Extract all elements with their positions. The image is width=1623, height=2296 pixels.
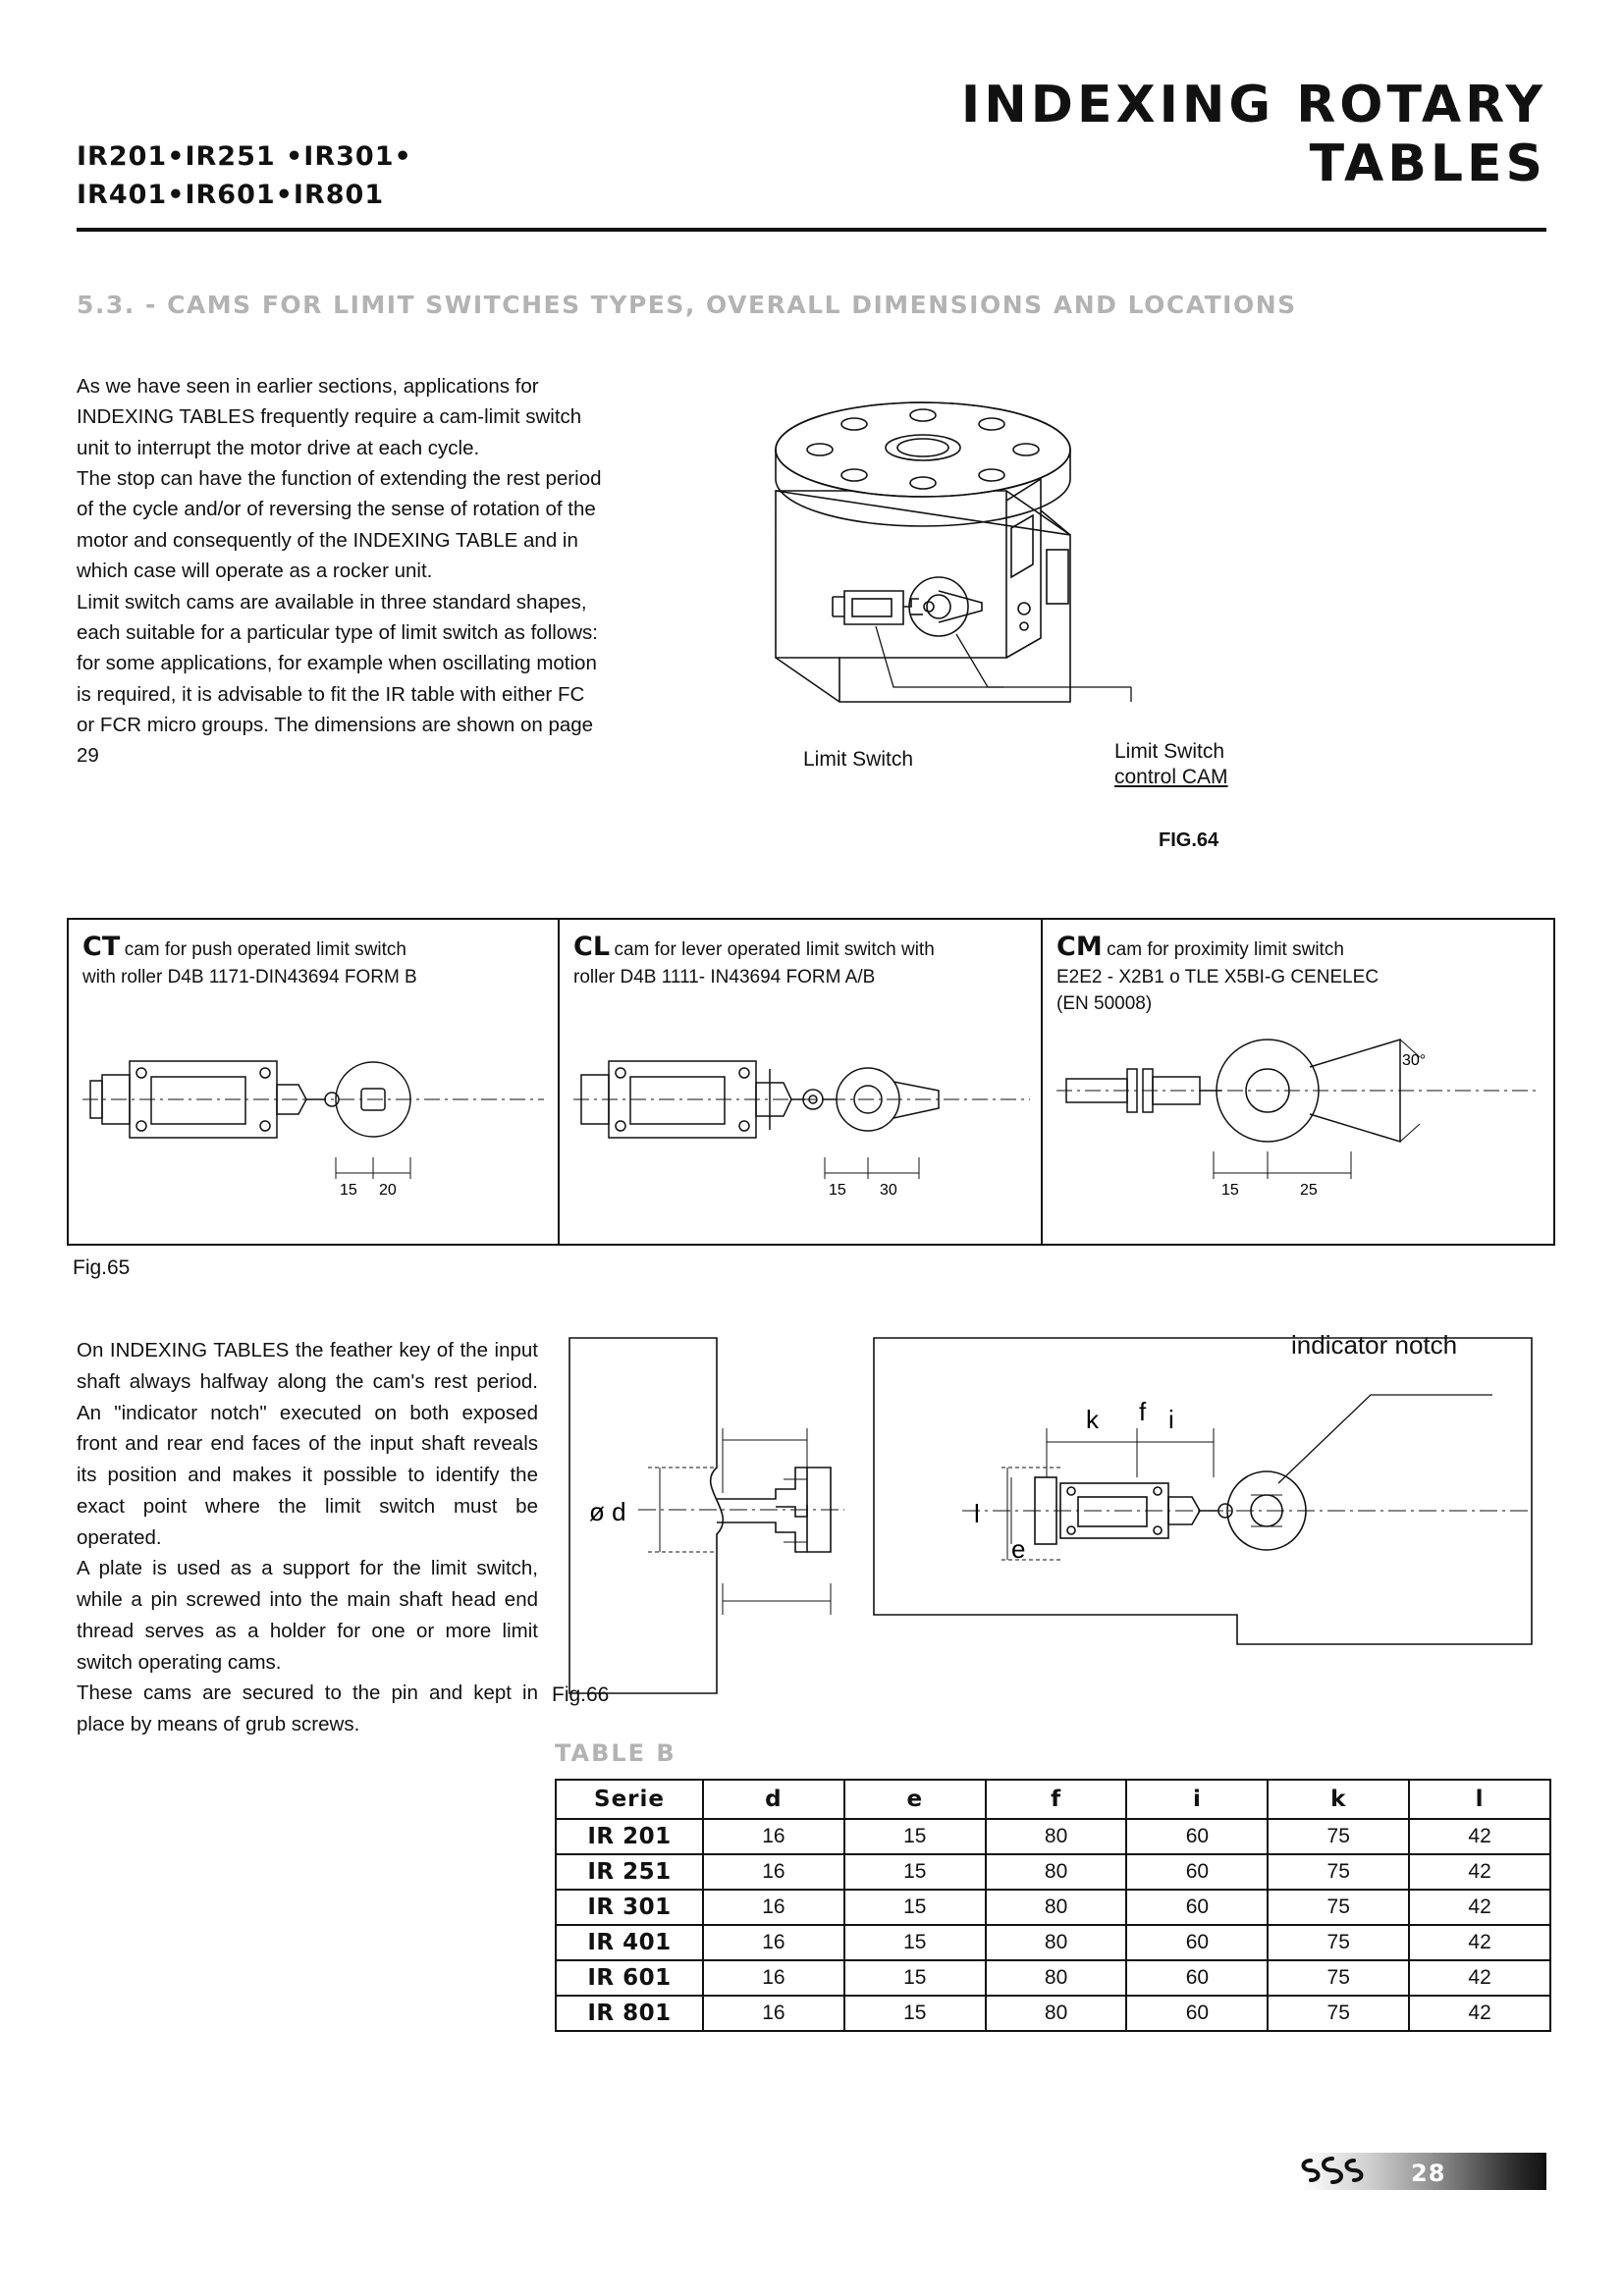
cam-cl-dim1: 15 bbox=[829, 1182, 846, 1199]
cam-ct-desc2: with roller D4B 1171-DIN43694 FORM B bbox=[82, 966, 417, 988]
cam-cm-drawing bbox=[1056, 1026, 1538, 1198]
cam-cl-desc: cam for lever operated limit switch with bbox=[614, 939, 935, 960]
table-b-cell: 60 bbox=[1126, 1890, 1268, 1925]
table-b-cell: 60 bbox=[1126, 1960, 1268, 1996]
table-b-cell: 42 bbox=[1409, 1925, 1550, 1960]
cam-cl-desc2: roller D4B 1111- IN43694 FORM A/B bbox=[573, 966, 876, 988]
table-b-cell: 16 bbox=[703, 1960, 844, 1996]
fig64-caption: FIG.64 bbox=[1159, 829, 1219, 851]
table-row bbox=[556, 1819, 1550, 1854]
table-b-cell: 16 bbox=[703, 1925, 844, 1960]
cam-ct-drawing bbox=[82, 1030, 544, 1221]
fig64-label-limit-switch-cam bbox=[1114, 739, 1228, 791]
table-b-cell: IR 251 bbox=[556, 1854, 703, 1890]
fig64-label-limit-switch: Limit Switch bbox=[803, 748, 914, 771]
table-b-cell: 15 bbox=[844, 1854, 986, 1890]
table-row bbox=[556, 1996, 1550, 2031]
table-b-cell: 42 bbox=[1409, 1996, 1550, 2031]
table-b-cell: 75 bbox=[1268, 1925, 1409, 1960]
table-b-cell: 15 bbox=[844, 1960, 986, 1996]
table-row bbox=[556, 1925, 1550, 1960]
cam-ct-desc: cam for push operated limit switch bbox=[124, 939, 406, 960]
page-footer bbox=[1232, 2145, 1546, 2196]
cam-cm-desc3: (EN 50008) bbox=[1056, 993, 1153, 1015]
cam-cl-code: CL bbox=[573, 932, 611, 962]
table-row bbox=[556, 1960, 1550, 1996]
mid-paragraphs: On INDEXING TABLES the feather key of the input shaft always halfway along the cam's rest period. An "indicator notch" executed on both exposed front and rear end faces of the input shaft reveals its position and makes it possible to identify the exact point where the limit switch must be operated. A plate is used as a support for the limit switch, while a pin screwed into the main shaft head end thread serves as a holder for one or more limit switch operating cams. These cams are secured to the pin and kept in place by means of grub screws. bbox=[77, 1339, 538, 1736]
cam-cell-ct bbox=[69, 920, 560, 1244]
cam-ct-dim2: 20 bbox=[379, 1182, 397, 1199]
table-b-cell: 16 bbox=[703, 1819, 844, 1854]
table-b-cell: 42 bbox=[1409, 1890, 1550, 1925]
table-b bbox=[555, 1779, 1551, 2032]
fig66-dim-i: i bbox=[1168, 1405, 1174, 1434]
table-b-cell: 80 bbox=[986, 1819, 1127, 1854]
table-b-cell: 16 bbox=[703, 1854, 844, 1890]
company-logo-icon bbox=[1297, 2147, 1368, 2194]
page-title-line1: INDEXING ROTARY bbox=[960, 76, 1546, 134]
fig66-dim-k: k bbox=[1086, 1405, 1099, 1434]
table-b-cell: 16 bbox=[703, 1890, 844, 1925]
table-b-cell: 60 bbox=[1126, 1854, 1268, 1890]
intro-paragraphs: As we have seen in earlier sections, applications for INDEXING TABLES frequently require a cam-limit switch unit to interrupt the motor drive at each cycle. The stop can have the function of extending the rest period of the cycle and/or of reversing the sense of rotation of the motor and consequently of the INDEXING TABLE and in which case will operate as a rocker unit. Limit switch cams are available in three standard shapes, each suitable for a particular type of limit switch as follows: for some applications, for example when oscillating motion is required, it is advisable to fit the IR table with either FC or FCR micro groups. The dimensions are shown on page 29 bbox=[77, 375, 602, 768]
page-title bbox=[643, 77, 1546, 194]
header-models-line2: IR401•IR601•IR801 bbox=[77, 180, 385, 211]
table-b-cell: 80 bbox=[986, 1925, 1127, 1960]
fig65-caption: Fig.65 bbox=[73, 1256, 131, 1279]
cam-cl-drawing bbox=[573, 1030, 1030, 1221]
table-b-cell: 80 bbox=[986, 1960, 1127, 1996]
table-b-cell: 75 bbox=[1268, 1854, 1409, 1890]
table-b-cell: 15 bbox=[844, 1996, 986, 2031]
cam-cl-heading bbox=[573, 932, 1027, 964]
cam-cm-dim2: 25 bbox=[1300, 1182, 1318, 1198]
mid-text bbox=[77, 1335, 538, 1740]
cam-cm-desc: cam for proximity limit switch bbox=[1107, 939, 1344, 960]
table-b-cell: 16 bbox=[703, 1996, 844, 2031]
header-models-line1: IR201•IR251 •IR301• bbox=[77, 141, 412, 172]
table-b-cell: IR 801 bbox=[556, 1996, 703, 2031]
cam-cm-desc2: E2E2 - X2B1 o TLE X5BI-G CENELEC bbox=[1056, 966, 1380, 988]
table-b-cell: 75 bbox=[1268, 1960, 1409, 1996]
fig64-label-cam-line1: Limit Switch bbox=[1114, 740, 1225, 763]
fig66-caption: Fig.66 bbox=[552, 1683, 610, 1706]
header-divider bbox=[77, 228, 1546, 232]
cam-ct-heading bbox=[82, 932, 544, 964]
table-row bbox=[556, 1890, 1550, 1925]
table-b-cell: 15 bbox=[844, 1819, 986, 1854]
page-number: 28 bbox=[1411, 2160, 1446, 2187]
table-b-cell: IR 401 bbox=[556, 1925, 703, 1960]
cam-ct-dim1: 15 bbox=[340, 1182, 357, 1199]
table-b-cell: 15 bbox=[844, 1925, 986, 1960]
table-b-cell: 80 bbox=[986, 1890, 1127, 1925]
cam-cell-cl bbox=[560, 920, 1043, 1244]
table-b-col-i: i bbox=[1126, 1780, 1268, 1819]
table-b-cell: 75 bbox=[1268, 1890, 1409, 1925]
fig66-dim-f: f bbox=[1139, 1397, 1147, 1426]
page-title-line2: TABLES bbox=[1309, 133, 1546, 193]
table-b-col-k: k bbox=[1268, 1780, 1409, 1819]
table-b-col-e: e bbox=[844, 1780, 986, 1819]
cam-cm-dim1: 15 bbox=[1221, 1182, 1239, 1198]
table-b-title: TABLE B bbox=[555, 1739, 676, 1767]
table-b-cell: 80 bbox=[986, 1996, 1127, 2031]
table-b-cell: 75 bbox=[1268, 1819, 1409, 1854]
table-b-col-f: f bbox=[986, 1780, 1127, 1819]
table-b-cell: IR 201 bbox=[556, 1819, 703, 1854]
cam-cm-angle: 30° bbox=[1402, 1052, 1427, 1069]
header-models bbox=[77, 137, 666, 214]
cam-cm-heading bbox=[1056, 932, 1536, 964]
table-b-cell: 80 bbox=[986, 1854, 1127, 1890]
table-b-cell: 60 bbox=[1126, 1996, 1268, 2031]
fig64-label-cam-line2: control CAM bbox=[1114, 766, 1228, 789]
table-b-cell: IR 301 bbox=[556, 1890, 703, 1925]
table-b-col-serie: Serie bbox=[556, 1780, 703, 1819]
table-b-cell: 60 bbox=[1126, 1819, 1268, 1854]
table-b-cell: 42 bbox=[1409, 1960, 1550, 1996]
fig66-dim-l: l bbox=[974, 1499, 980, 1528]
fig66-indicator-notch-label: indicator notch bbox=[1291, 1330, 1458, 1360]
table-b-col-l: l bbox=[1409, 1780, 1550, 1819]
cam-types-table bbox=[67, 918, 1555, 1246]
table-b-cell: 42 bbox=[1409, 1854, 1550, 1890]
fig66-dim-e: e bbox=[1011, 1534, 1026, 1564]
table-b-cell: 60 bbox=[1126, 1925, 1268, 1960]
cam-cm-code: CM bbox=[1056, 932, 1103, 962]
table-b-cell: IR 601 bbox=[556, 1960, 703, 1996]
cam-ct-code: CT bbox=[82, 932, 121, 962]
cam-cl-dim2: 30 bbox=[880, 1182, 897, 1199]
fig64-drawing bbox=[746, 363, 1296, 775]
table-b-body bbox=[556, 1819, 1550, 2031]
fig66-dim-d: ø d bbox=[589, 1497, 626, 1526]
section-title: 5.3. - CAMS FOR LIMIT SWITCHES TYPES, OVERALL DIMENSIONS AND LOCATIONS bbox=[77, 291, 1297, 319]
table-b-cell: 42 bbox=[1409, 1819, 1550, 1854]
intro-text bbox=[77, 371, 607, 772]
table-b-cell: 15 bbox=[844, 1890, 986, 1925]
cam-cell-cm bbox=[1043, 920, 1549, 1244]
table-b-col-d: d bbox=[703, 1780, 844, 1819]
fig66-drawing bbox=[550, 1320, 1551, 1742]
table-row bbox=[556, 1854, 1550, 1890]
table-b-header-row bbox=[556, 1780, 1550, 1819]
table-b-cell: 75 bbox=[1268, 1996, 1409, 2031]
